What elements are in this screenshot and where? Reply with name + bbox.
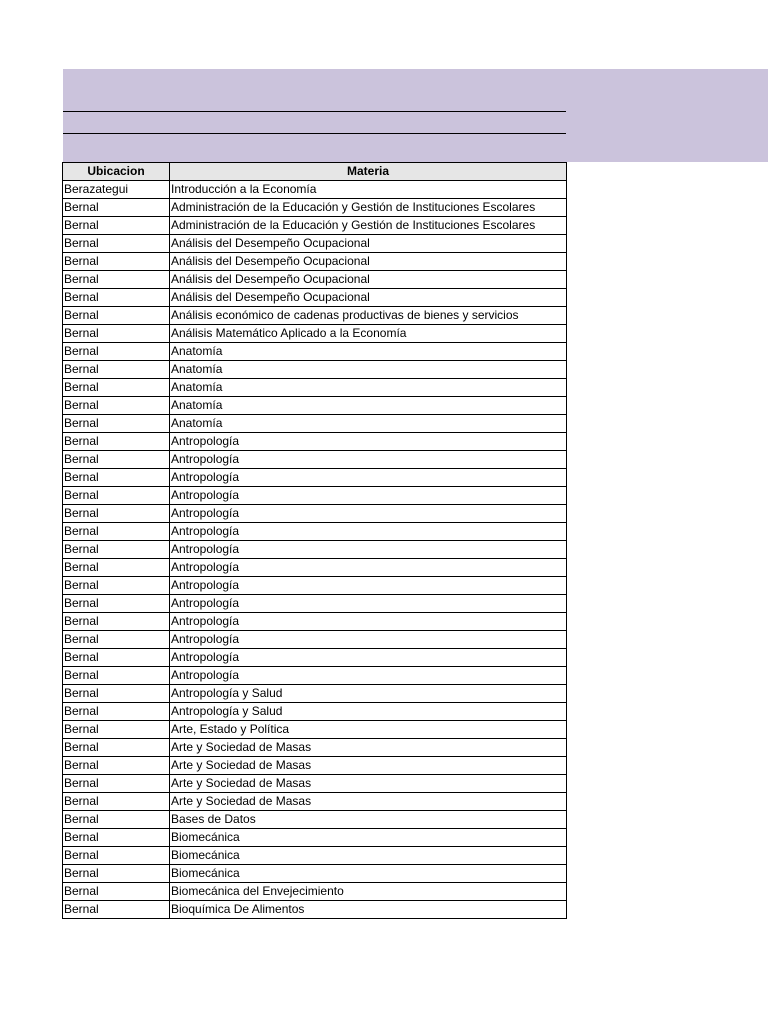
- cell-ubicacion[interactable]: Bernal: [63, 397, 170, 415]
- cell-materia[interactable]: Antropología: [170, 631, 567, 649]
- table-row: [63, 469, 567, 487]
- cell-ubicacion[interactable]: Bernal: [63, 541, 170, 559]
- cell-ubicacion[interactable]: Bernal: [63, 505, 170, 523]
- table-row: [63, 199, 567, 217]
- cell-materia[interactable]: Biomecánica: [170, 865, 567, 883]
- table-body: [63, 181, 567, 919]
- table-row: [63, 775, 567, 793]
- table-row: [63, 361, 567, 379]
- cell-materia[interactable]: Antropología: [170, 469, 567, 487]
- table-row: [63, 217, 567, 235]
- table-row: [63, 577, 567, 595]
- cell-ubicacion[interactable]: Bernal: [63, 811, 170, 829]
- table-row: [63, 559, 567, 577]
- column-header-materia[interactable]: Materia: [170, 163, 567, 181]
- cell-ubicacion[interactable]: Bernal: [63, 253, 170, 271]
- table-row: [63, 757, 567, 775]
- table-row: [63, 433, 567, 451]
- cell-materia[interactable]: Arte y Sociedad de Masas: [170, 775, 567, 793]
- table-row: [63, 451, 567, 469]
- cell-materia[interactable]: Antropología y Salud: [170, 685, 567, 703]
- cell-ubicacion[interactable]: Bernal: [63, 217, 170, 235]
- cell-materia[interactable]: Análisis del Desempeño Ocupacional: [170, 289, 567, 307]
- cell-materia[interactable]: Anatomía: [170, 415, 567, 433]
- cell-ubicacion[interactable]: Bernal: [63, 307, 170, 325]
- cell-ubicacion[interactable]: Bernal: [63, 883, 170, 901]
- cell-materia[interactable]: Arte y Sociedad de Masas: [170, 793, 567, 811]
- cell-materia[interactable]: Análisis económico de cadenas productivas de bienes y servicios: [170, 307, 567, 325]
- table-row: [63, 739, 567, 757]
- header-divider: [63, 111, 566, 112]
- table-row: [63, 631, 567, 649]
- cell-materia[interactable]: Biomecánica: [170, 847, 567, 865]
- cell-ubicacion[interactable]: Bernal: [63, 235, 170, 253]
- table-row: [63, 523, 567, 541]
- header-band: [63, 69, 768, 162]
- cell-ubicacion[interactable]: Bernal: [63, 271, 170, 289]
- cell-ubicacion[interactable]: Bernal: [63, 379, 170, 397]
- table-row: [63, 307, 567, 325]
- cell-ubicacion[interactable]: Bernal: [63, 559, 170, 577]
- table-row: [63, 667, 567, 685]
- cell-ubicacion[interactable]: Bernal: [63, 415, 170, 433]
- cell-materia[interactable]: Antropología: [170, 505, 567, 523]
- table-row: [63, 235, 567, 253]
- cell-ubicacion[interactable]: Bernal: [63, 703, 170, 721]
- cell-ubicacion[interactable]: Bernal: [63, 847, 170, 865]
- cell-ubicacion[interactable]: Bernal: [63, 613, 170, 631]
- table-row: [63, 379, 567, 397]
- cell-materia[interactable]: Antropología: [170, 595, 567, 613]
- cell-materia[interactable]: Antropología: [170, 523, 567, 541]
- cell-materia[interactable]: Análisis del Desempeño Ocupacional: [170, 271, 567, 289]
- cell-ubicacion[interactable]: Bernal: [63, 667, 170, 685]
- table-row: [63, 865, 567, 883]
- cell-ubicacion[interactable]: Bernal: [63, 487, 170, 505]
- table-row: [63, 325, 567, 343]
- cell-materia[interactable]: Antropología: [170, 541, 567, 559]
- cell-ubicacion[interactable]: Bernal: [63, 523, 170, 541]
- cell-materia[interactable]: Administración de la Educación y Gestión de Instituciones Escolares: [170, 217, 567, 235]
- table-header-row: [63, 163, 567, 181]
- cell-ubicacion[interactable]: Bernal: [63, 739, 170, 757]
- header-divider: [63, 133, 566, 134]
- table-row: [63, 595, 567, 613]
- cell-ubicacion[interactable]: Bernal: [63, 199, 170, 217]
- cell-materia[interactable]: Bases de Datos: [170, 811, 567, 829]
- cell-materia[interactable]: Antropología: [170, 451, 567, 469]
- cell-ubicacion[interactable]: Bernal: [63, 775, 170, 793]
- table-row: [63, 649, 567, 667]
- cell-materia[interactable]: Análisis Matemático Aplicado a la Economía: [170, 325, 567, 343]
- cell-materia[interactable]: Arte, Estado y Política: [170, 721, 567, 739]
- cell-ubicacion[interactable]: Bernal: [63, 343, 170, 361]
- cell-ubicacion[interactable]: Bernal: [63, 757, 170, 775]
- cell-ubicacion[interactable]: Bernal: [63, 433, 170, 451]
- table-row: [63, 415, 567, 433]
- cell-materia[interactable]: Biomecánica: [170, 829, 567, 847]
- cell-materia[interactable]: Biomecánica del Envejecimiento: [170, 883, 567, 901]
- cell-ubicacion[interactable]: Bernal: [63, 577, 170, 595]
- table-row: [63, 343, 567, 361]
- table-row: [63, 505, 567, 523]
- table-row: [63, 271, 567, 289]
- cell-materia[interactable]: Administración de la Educación y Gestión de Instituciones Escolares: [170, 199, 567, 217]
- table-row: [63, 397, 567, 415]
- cell-materia[interactable]: Antropología: [170, 433, 567, 451]
- table-row: [63, 847, 567, 865]
- cell-materia[interactable]: Bioquímica De Alimentos: [170, 901, 567, 919]
- cell-ubicacion[interactable]: Bernal: [63, 469, 170, 487]
- cell-ubicacion[interactable]: Bernal: [63, 721, 170, 739]
- cell-materia[interactable]: Arte y Sociedad de Masas: [170, 757, 567, 775]
- cell-materia[interactable]: Anatomía: [170, 379, 567, 397]
- cell-materia[interactable]: Análisis del Desempeño Ocupacional: [170, 235, 567, 253]
- cell-ubicacion[interactable]: Bernal: [63, 865, 170, 883]
- table-row: [63, 721, 567, 739]
- cell-ubicacion[interactable]: Bernal: [63, 631, 170, 649]
- cell-materia[interactable]: Análisis del Desempeño Ocupacional: [170, 253, 567, 271]
- cell-ubicacion[interactable]: Bernal: [63, 289, 170, 307]
- data-table: [62, 162, 567, 919]
- cell-materia[interactable]: Antropología: [170, 613, 567, 631]
- cell-ubicacion[interactable]: Bernal: [63, 361, 170, 379]
- cell-ubicacion[interactable]: Bernal: [63, 451, 170, 469]
- cell-ubicacion[interactable]: Bernal: [63, 793, 170, 811]
- table-row: [63, 487, 567, 505]
- table-row: [63, 829, 567, 847]
- cell-materia[interactable]: Antropología y Salud: [170, 703, 567, 721]
- cell-materia[interactable]: Introducción a la Economía: [170, 181, 567, 199]
- cell-ubicacion[interactable]: Bernal: [63, 685, 170, 703]
- cell-ubicacion[interactable]: Bernal: [63, 649, 170, 667]
- table-row: [63, 901, 567, 919]
- cell-materia[interactable]: Arte y Sociedad de Masas: [170, 739, 567, 757]
- cell-materia[interactable]: Antropología: [170, 667, 567, 685]
- cell-materia[interactable]: Anatomía: [170, 361, 567, 379]
- cell-materia[interactable]: Antropología: [170, 487, 567, 505]
- table-row: [63, 703, 567, 721]
- cell-ubicacion[interactable]: Berazategui: [63, 181, 170, 199]
- table-row: [63, 289, 567, 307]
- cell-materia[interactable]: Anatomía: [170, 397, 567, 415]
- table-row: [63, 793, 567, 811]
- column-header-ubicacion[interactable]: Ubicacion: [63, 163, 170, 181]
- cell-ubicacion[interactable]: Bernal: [63, 325, 170, 343]
- cell-ubicacion[interactable]: Bernal: [63, 595, 170, 613]
- table-row: [63, 685, 567, 703]
- table-row: [63, 181, 567, 199]
- table-row: [63, 253, 567, 271]
- cell-materia[interactable]: Antropología: [170, 559, 567, 577]
- cell-materia[interactable]: Antropología: [170, 649, 567, 667]
- cell-ubicacion[interactable]: Bernal: [63, 829, 170, 847]
- cell-materia[interactable]: Anatomía: [170, 343, 567, 361]
- table-row: [63, 541, 567, 559]
- table-row: [63, 883, 567, 901]
- cell-materia[interactable]: Antropología: [170, 577, 567, 595]
- table-row: [63, 811, 567, 829]
- table-row: [63, 613, 567, 631]
- cell-ubicacion[interactable]: Bernal: [63, 901, 170, 919]
